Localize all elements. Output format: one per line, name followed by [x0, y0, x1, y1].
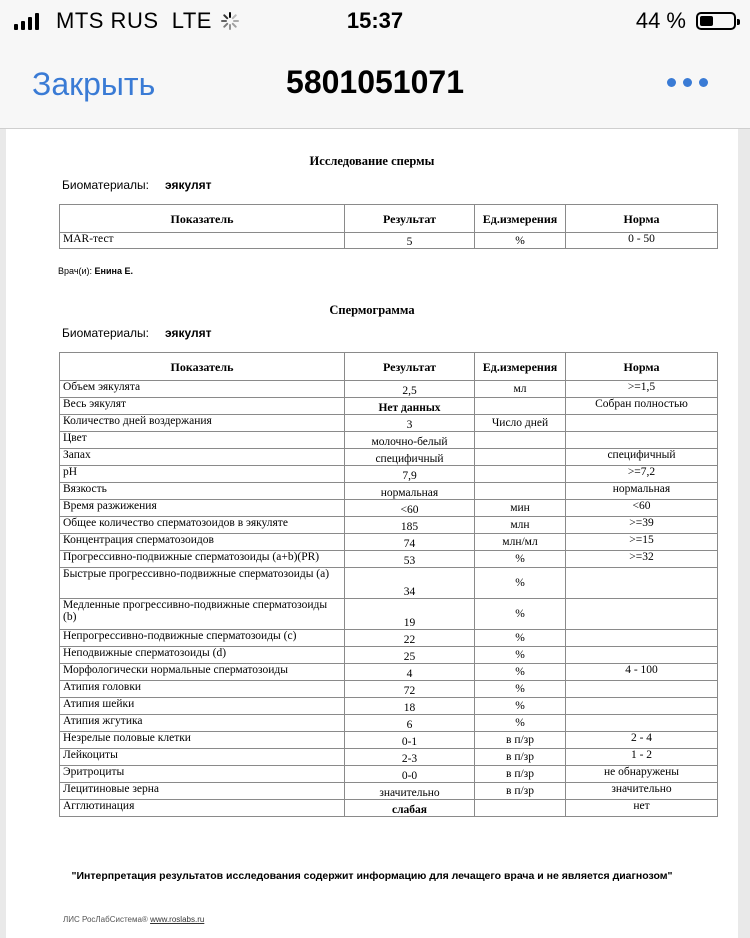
- table-row: [60, 800, 718, 817]
- table-header-row: [60, 205, 718, 233]
- unit-cell: млн/мл: [475, 534, 566, 551]
- unit-cell: мл: [475, 381, 566, 398]
- norm-cell: нет: [566, 800, 718, 817]
- result-cell: 74: [345, 534, 475, 551]
- result-cell: 7,9: [345, 466, 475, 483]
- unit-cell: %: [475, 551, 566, 568]
- indicator-cell: Атипия головки: [60, 681, 345, 698]
- status-bar: [0, 0, 750, 42]
- unit-cell: %: [475, 599, 566, 630]
- table-row: [60, 466, 718, 483]
- result-cell: 0-0: [345, 766, 475, 783]
- unit-cell: %: [475, 630, 566, 647]
- norm-cell: нормальная: [566, 483, 718, 500]
- norm-cell: Собран полностью: [566, 398, 718, 415]
- unit-cell: в п/зр: [475, 749, 566, 766]
- unit-cell: млн: [475, 517, 566, 534]
- indicator-cell: Медленные прогрессивно-подвижные сперматозоиды (b): [60, 599, 345, 630]
- unit-cell: %: [475, 664, 566, 681]
- result-cell: значительно: [345, 783, 475, 800]
- norm-cell: [566, 599, 718, 630]
- unit-cell: [475, 466, 566, 483]
- battery-icon: [696, 12, 736, 30]
- table-row: [60, 568, 718, 599]
- mar-section-title: Исследование спермы: [309, 154, 435, 168]
- norm-cell: 1 - 2: [566, 749, 718, 766]
- indicator-cell: Запах: [60, 449, 345, 466]
- norm-cell: [566, 698, 718, 715]
- doctor-label: Врач(и):: [58, 266, 93, 276]
- indicator-cell: Количество дней воздержания: [60, 415, 345, 432]
- indicator-cell: Весь эякулят: [60, 398, 345, 415]
- norm-cell: [566, 415, 718, 432]
- table-row: [60, 233, 718, 249]
- norm-cell: значительно: [566, 783, 718, 800]
- document-page: [6, 129, 738, 938]
- footer-link[interactable]: www.roslabs.ru: [150, 915, 205, 924]
- unit-cell: %: [475, 568, 566, 599]
- indicator-cell: Цвет: [60, 432, 345, 449]
- norm-cell: 2 - 4: [566, 732, 718, 749]
- table-row: [60, 749, 718, 766]
- result-cell: 0-1: [345, 732, 475, 749]
- disclaimer-text: "Интерпретация результатов исследования содержит информацию для лечащего врача и не является диагнозом": [71, 870, 673, 882]
- indicator-cell: Вязкость: [60, 483, 345, 500]
- unit-cell: [475, 432, 566, 449]
- document-title: 5801051071: [286, 64, 464, 100]
- table-row: [60, 517, 718, 534]
- unit-cell: Число дней: [475, 415, 566, 432]
- table-row: [60, 449, 718, 466]
- unit-cell: %: [475, 715, 566, 732]
- indicator-cell: Время разжижения: [60, 500, 345, 517]
- table-row: [60, 647, 718, 664]
- column-header: Ед.измерения: [475, 205, 566, 233]
- unit-cell: %: [475, 698, 566, 715]
- result-cell: 6: [345, 715, 475, 732]
- norm-cell: [566, 630, 718, 647]
- norm-cell: >=1,5: [566, 381, 718, 398]
- indicator-cell: Лецитиновые зерна: [60, 783, 345, 800]
- table-row: [60, 432, 718, 449]
- indicator-cell: Непрогрессивно-подвижные сперматозоиды (c): [60, 630, 345, 647]
- norm-cell: 4 - 100: [566, 664, 718, 681]
- unit-cell: в п/зр: [475, 783, 566, 800]
- column-header: Результат: [345, 205, 475, 233]
- result-cell: специфичный: [345, 449, 475, 466]
- unit-cell: %: [475, 647, 566, 664]
- result-cell: молочно-белый: [345, 432, 475, 449]
- norm-cell: [566, 715, 718, 732]
- indicator-cell: Лейкоциты: [60, 749, 345, 766]
- column-header: Норма: [566, 353, 718, 381]
- doctor-name: Енина Е.: [94, 266, 133, 276]
- mar-biomaterial: [62, 178, 211, 192]
- table-row: [60, 381, 718, 398]
- table-row: [60, 398, 718, 415]
- footer-system: ЛИС РосЛабСистема®: [63, 915, 148, 924]
- indicator-cell: Прогрессивно-подвижные сперматозоиды (a+b)(PR): [60, 551, 345, 568]
- norm-cell: <60: [566, 500, 718, 517]
- indicator-cell: Морфологически нормальные сперматозоиды: [60, 664, 345, 681]
- mar-bio-value: эякулят: [164, 178, 212, 192]
- norm-cell: >=7,2: [566, 466, 718, 483]
- indicator-cell: pH: [60, 466, 345, 483]
- result-cell: слабая: [345, 800, 475, 817]
- spermogram-section-title: Спермограмма: [329, 303, 415, 317]
- table-header-row: [60, 353, 718, 381]
- mar-bio-label: Биоматериалы:: [62, 178, 149, 192]
- norm-cell: не обнаружены: [566, 766, 718, 783]
- indicator-cell: Агглютинация: [60, 800, 345, 817]
- result-cell: 185: [345, 517, 475, 534]
- column-header: Ед.измерения: [475, 353, 566, 381]
- norm-cell: [566, 647, 718, 664]
- spermogram-results-table: [59, 352, 718, 817]
- sg-bio-label: Биоматериалы:: [62, 326, 149, 340]
- indicator-cell: Эритроциты: [60, 766, 345, 783]
- clock: 15:37: [346, 8, 404, 33]
- table-row: [60, 766, 718, 783]
- table-row: [60, 732, 718, 749]
- result-cell: 4: [345, 664, 475, 681]
- result-cell: 53: [345, 551, 475, 568]
- norm-cell: специфичный: [566, 449, 718, 466]
- unit-cell: [475, 483, 566, 500]
- norm-cell: [566, 432, 718, 449]
- column-header: Показатель: [60, 205, 345, 233]
- norm-cell: [566, 681, 718, 698]
- lis-footer: [63, 915, 204, 924]
- table-row: [60, 551, 718, 568]
- indicator-cell: Неподвижные сперматозоиды (d): [60, 647, 345, 664]
- result-cell: 2,5: [345, 381, 475, 398]
- column-header: Результат: [345, 353, 475, 381]
- table-row: [60, 664, 718, 681]
- result-cell: <60: [345, 500, 475, 517]
- table-row: [60, 534, 718, 551]
- column-header: Показатель: [60, 353, 345, 381]
- indicator-cell: Атипия шейки: [60, 698, 345, 715]
- norm-cell: 0 - 50: [566, 233, 718, 249]
- table-row: [60, 599, 718, 630]
- result-cell: 22: [345, 630, 475, 647]
- norm-cell: >=15: [566, 534, 718, 551]
- result-cell: Нет данных: [345, 398, 475, 415]
- table-row: [60, 783, 718, 800]
- result-cell: 72: [345, 681, 475, 698]
- table-row: [60, 715, 718, 732]
- table-row: [60, 681, 718, 698]
- close-button[interactable]: Закрыть: [32, 66, 156, 102]
- spermogram-biomaterial: [62, 326, 211, 340]
- table-row: [60, 698, 718, 715]
- indicator-cell: Общее количество сперматозоидов в эякуляте: [60, 517, 345, 534]
- result-cell: 3: [345, 415, 475, 432]
- carrier-name: MTS RUS: [56, 8, 159, 33]
- result-cell: 18: [345, 698, 475, 715]
- more-options-icon[interactable]: [667, 78, 708, 87]
- unit-cell: в п/зр: [475, 732, 566, 749]
- sg-bio-value: эякулят: [164, 326, 212, 340]
- mar-results-table: [59, 204, 718, 249]
- unit-cell: [475, 398, 566, 415]
- result-cell: нормальная: [345, 483, 475, 500]
- table-row: [60, 415, 718, 432]
- result-cell: 19: [345, 599, 475, 630]
- column-header: Норма: [566, 205, 718, 233]
- norm-cell: >=32: [566, 551, 718, 568]
- indicator-cell: Объем эякулята: [60, 381, 345, 398]
- table-row: [60, 483, 718, 500]
- norm-cell: >=39: [566, 517, 718, 534]
- doctor-line: [58, 266, 133, 276]
- navigation-bar: [0, 42, 750, 129]
- unit-cell: [475, 449, 566, 466]
- unit-cell: в п/зр: [475, 766, 566, 783]
- norm-cell: [566, 568, 718, 599]
- unit-cell: %: [475, 681, 566, 698]
- network-type: LTE: [171, 8, 212, 33]
- table-row: [60, 630, 718, 647]
- result-cell: 34: [345, 568, 475, 599]
- unit-cell: мин: [475, 500, 566, 517]
- result-cell: 25: [345, 647, 475, 664]
- indicator-cell: Быстрые прогрессивно-подвижные сперматозоиды (a): [60, 568, 345, 599]
- battery-percent: 44 %: [635, 8, 686, 33]
- unit-cell: [475, 800, 566, 817]
- result-cell: 5: [345, 233, 475, 249]
- table-row: [60, 500, 718, 517]
- unit-cell: %: [475, 233, 566, 249]
- indicator-cell: Концентрация сперматозоидов: [60, 534, 345, 551]
- indicator-cell: Незрелые половые клетки: [60, 732, 345, 749]
- indicator-cell: Атипия жгутика: [60, 715, 345, 732]
- result-cell: 2-3: [345, 749, 475, 766]
- indicator-cell: MAR-тест: [60, 233, 345, 249]
